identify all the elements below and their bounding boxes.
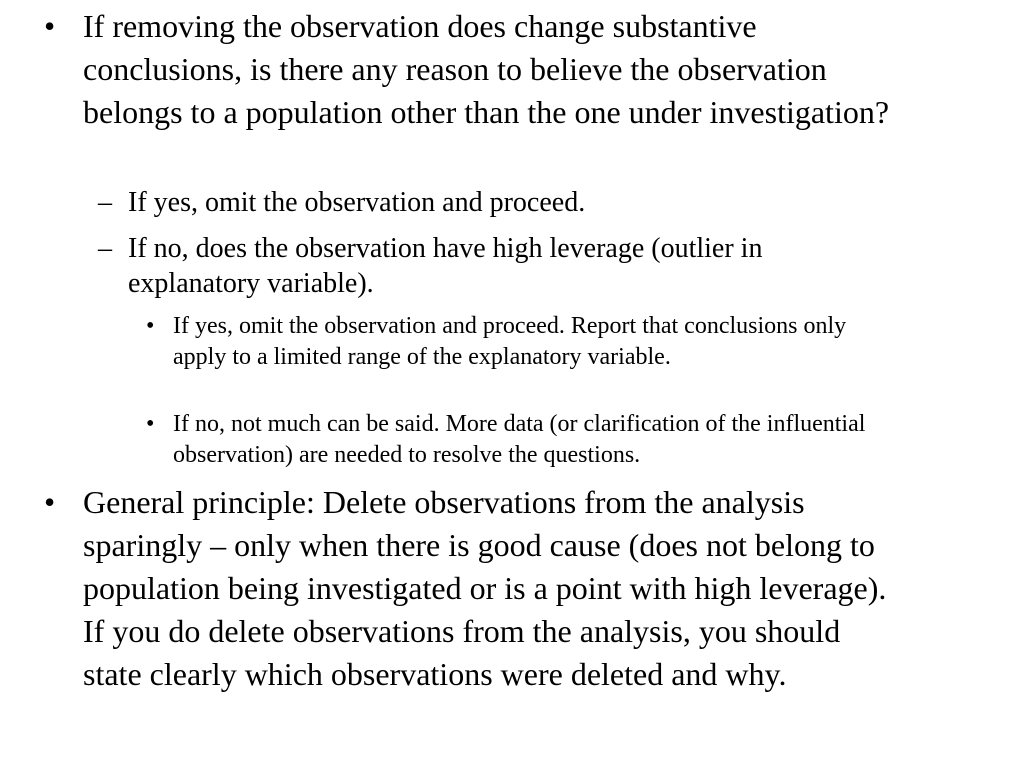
bullet-text: If removing the observation does change substantive conclusions, is there any reason to believe the observation belongs to a population other than the one under investigation? <box>83 8 890 130</box>
sub-bullet-text: If no, does the observation have high leverage (outlier in explanatory variable). <box>128 233 763 299</box>
bullet-item-2 <box>44 481 904 696</box>
sub-bullet-item-1 <box>98 185 898 220</box>
bullet-item-1 <box>44 5 904 134</box>
sub-sub-bullet-item-2 <box>146 409 886 471</box>
dash-marker: – <box>98 187 112 218</box>
bullet-marker: • <box>44 8 56 44</box>
sub-sub-bullet-text: If yes, omit the observation and proceed. Report that conclusions only apply to a limited range of the explanatory variable. <box>173 313 847 370</box>
dash-marker: – <box>98 233 112 264</box>
bullet-text: General principle: Delete observations from the analysis sparingly – only when there is good cause (does not belong to population being investigated or is a point with high leverage). If you do delete observations from the analysis, you should state clearly which observations were deleted and why. <box>83 484 887 692</box>
bullet-marker: • <box>146 411 155 437</box>
bullet-marker: • <box>44 484 56 520</box>
sub-bullet-item-2 <box>98 231 898 301</box>
bullet-marker: • <box>146 313 155 339</box>
sub-sub-bullet-text: If no, not much can be said. More data (or clarification of the influential observation) are needed to resolve the questions. <box>173 411 866 468</box>
sub-bullet-text: If yes, omit the observation and proceed. <box>128 187 586 218</box>
sub-sub-bullet-item-1 <box>146 311 886 373</box>
